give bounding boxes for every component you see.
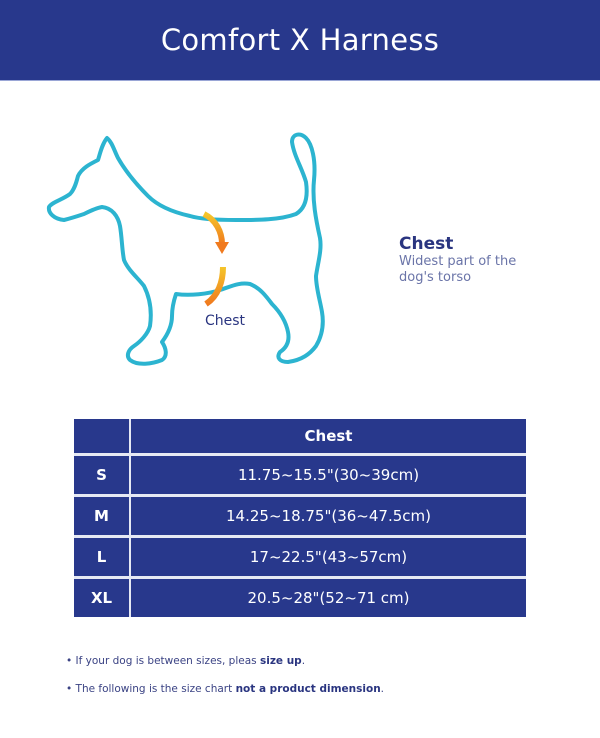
size-cell: S [74, 455, 130, 496]
note-suffix: . [380, 683, 385, 695]
note-not-product-dimension [66, 683, 384, 697]
chest-cell: 17~22.5"(43~57cm) [130, 537, 526, 578]
legend-title: Chest [399, 234, 454, 254]
table-row [74, 537, 526, 578]
page-title: Comfort X Harness [160, 23, 440, 57]
page-header [0, 0, 600, 81]
legend-description-line1: Widest part of the [399, 254, 517, 269]
note-emphasis: size up [259, 655, 302, 667]
size-cell: M [74, 496, 130, 537]
legend-description-line2: dog's torso [399, 270, 472, 285]
table-row [74, 496, 526, 537]
chest-cell: 20.5~28"(52~71 cm) [130, 578, 526, 618]
chest-cell: 14.25~18.75"(36~47.5cm) [130, 496, 526, 537]
chest-cell: 11.75~15.5"(30~39cm) [130, 455, 526, 496]
size-cell: L [74, 537, 130, 578]
note-size-up [66, 655, 384, 669]
measurement-legend [399, 234, 549, 286]
table-row [74, 578, 526, 618]
table-row [74, 455, 526, 496]
size-chart-table [74, 419, 526, 617]
note-text: • The following is the size chart [66, 683, 236, 695]
dog-outline-icon [40, 120, 370, 380]
note-suffix: . [301, 655, 306, 667]
figure-chest-label: Chest [205, 313, 246, 329]
table-header-chest: Chest [304, 427, 353, 445]
notes [66, 655, 384, 711]
size-cell: XL [74, 578, 130, 618]
table-header-size [74, 419, 130, 455]
note-emphasis: not a product dimension [235, 683, 381, 695]
note-text: • If your dog is between sizes, pleas [66, 655, 260, 667]
table-header-row [74, 419, 526, 455]
